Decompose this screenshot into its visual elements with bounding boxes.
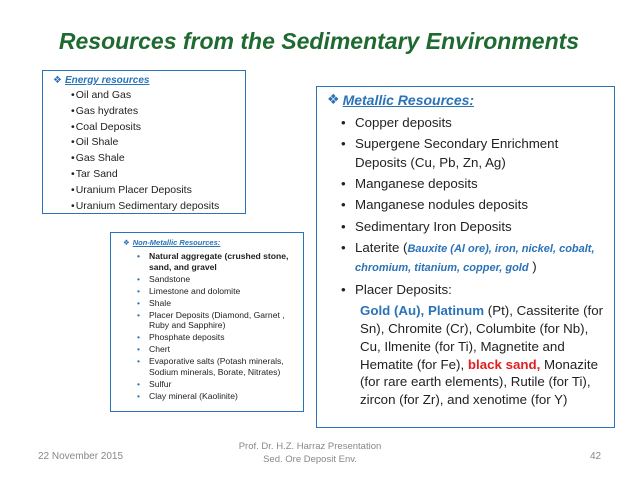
list-item: • Coal Deposits xyxy=(71,120,239,136)
energy-resources-box xyxy=(42,70,246,214)
list-item: • Sedimentary Iron Deposits xyxy=(341,218,608,236)
diamond-bullet-icon: ❖ xyxy=(53,75,62,86)
nonmetallic-list xyxy=(137,251,297,401)
list-item: • Manganese deposits xyxy=(341,175,608,193)
placer-item: • Placer Deposits: xyxy=(341,281,608,299)
list-item: • Clay mineral (Kaolinite) xyxy=(137,391,297,402)
list-item: • Uranium Sedimentary deposits xyxy=(71,199,239,215)
metallic-list xyxy=(341,114,608,299)
list-item: • Oil Shale xyxy=(71,135,239,151)
list-item: • Shale xyxy=(137,298,297,309)
energy-heading: ❖ Energy resources xyxy=(53,75,150,86)
list-item: • Phosphate deposits xyxy=(137,332,297,343)
nonmetallic-resources-box xyxy=(110,232,304,412)
metallic-resources-box xyxy=(316,86,615,428)
list-item: • Placer Deposits (Diamond, Garnet , Ruby and Sapphire) xyxy=(137,310,297,331)
footer-author: Prof. Dr. H.Z. Harraz Presentation Sed. Ore Deposit Env. xyxy=(238,441,382,465)
footer-date: 22 November 2015 xyxy=(38,451,124,462)
placer-detail: Gold (Au), Platinum (Pt), Cassiterite (for Sn), Chromite (Cr), Columbite (for Nb), Cu, Ilmenite (for Ti), Magnetite and Hematite (for Fe), black sand, Monazite (for rare earth elements), Rutile (for Ti), zircon (for Zr), and xenotime (for Y) xyxy=(360,303,604,408)
list-item: • Natural aggregate (crushed stone, sand, and gravel xyxy=(137,251,297,272)
list-item: • Copper deposits xyxy=(341,114,608,132)
list-item: • Limestone and dolomite xyxy=(137,286,297,297)
slide-title: Resources from the Sedimentary Environments xyxy=(58,28,580,54)
list-item: • Gas Shale xyxy=(71,151,239,167)
list-item: • Manganese nodules deposits xyxy=(341,196,608,214)
list-item: • Tar Sand xyxy=(71,167,239,183)
diamond-bullet-icon: ❖ xyxy=(123,238,130,247)
list-item: • Gas hydrates xyxy=(71,104,239,120)
list-item: • Chert xyxy=(137,344,297,355)
metallic-heading: ❖ Metallic Resources: xyxy=(327,91,475,108)
nonmetallic-heading: ❖ Non-Metallic Resources: xyxy=(123,238,221,247)
list-item: • Sulfur xyxy=(137,379,297,390)
list-item: • Sandstone xyxy=(137,274,297,285)
page-number: 42 xyxy=(590,451,602,462)
diamond-bullet-icon: ❖ xyxy=(327,91,340,107)
list-item: • Oil and Gas xyxy=(71,88,239,104)
list-item: • Supergene Secondary Enrichment Deposits (Cu, Pb, Zn, Ag) xyxy=(341,135,608,171)
list-item: • Evaporative salts (Potash minerals, Sodium minerals, Borate, Nitrates) xyxy=(137,356,297,377)
energy-list xyxy=(71,88,239,214)
list-item: • Uranium Placer Deposits xyxy=(71,183,239,199)
laterite-item: • Laterite (Bauxite (Al ore), iron, nickel, cobalt, chromium, titanium, copper, gold ) xyxy=(341,239,608,277)
